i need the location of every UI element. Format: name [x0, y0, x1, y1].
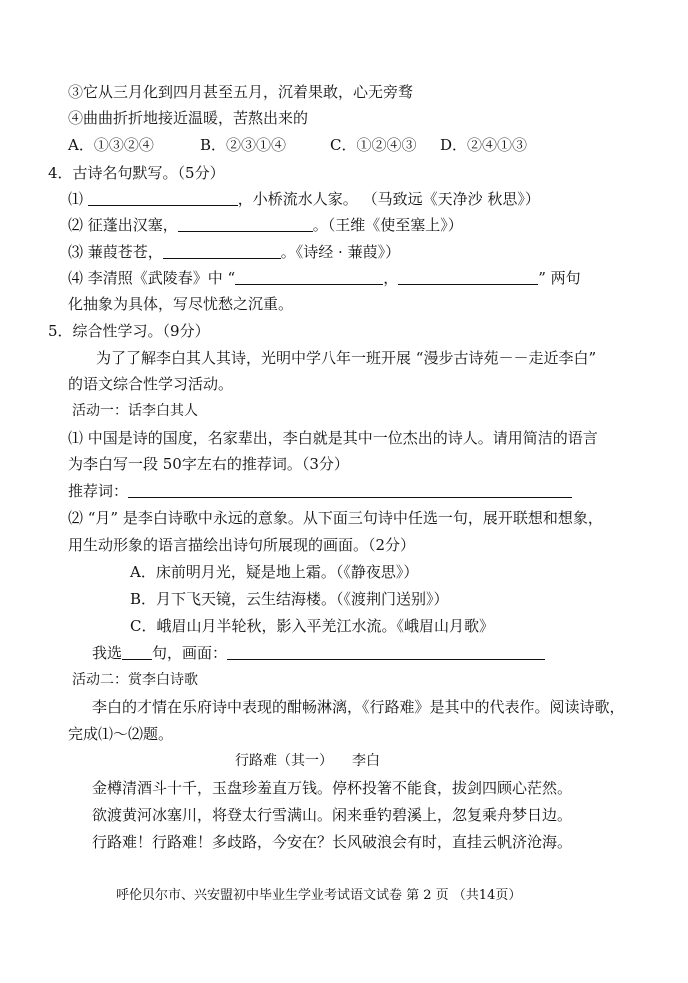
- q3-option-a: A．①③②④: [68, 136, 154, 154]
- q4-line-2-text: ⑵ 征蓬出汉塞，: [68, 216, 178, 234]
- poem-line-1: 金樽清酒斗十千，玉盘珍羞直万钱。停杯投箸不能食，拔剑四顾心茫然。: [92, 779, 573, 797]
- q4-line-1-text: ，小桥流水人家。 （马致远《天净沙 秋思》）: [237, 190, 540, 208]
- q5-part2-line-1: ⑵ “月” 是李白诗歌中永远的意象。从下面三句诗中任选一句，展开联想和想象，: [68, 509, 603, 527]
- q5-part1-line-1: ⑴ 中国是诗的国度，名家辈出，李白就是其中一位杰出的诗人。请用简洁的语言: [68, 429, 598, 447]
- q5-intro-2: 的语文综合性学习活动。: [68, 375, 234, 393]
- answer-blank-1[interactable]: [88, 191, 238, 206]
- q4-title: 4．古诗名句默写。（5分）: [48, 164, 225, 182]
- pick-mid: 句，画面：: [152, 644, 228, 662]
- q4-line-2: [68, 215, 463, 235]
- recommend-row: [68, 481, 572, 501]
- q5-part2-line-2: 用生动形象的语言描绘出诗句所展现的画面。（2分）: [68, 536, 416, 554]
- poem-author: 李白: [352, 753, 380, 769]
- q4-line-1: [68, 189, 540, 209]
- picture-blank[interactable]: [227, 645, 545, 660]
- choice-b: B．月下飞天镜，云生结海楼。（《渡荆门送别》）: [130, 590, 449, 608]
- q5-part1-line-2: 为李白写一段 50字左右的推荐词。（3分）: [68, 455, 349, 473]
- q5-intro-1: 为了了解李白其人其诗，光明中学八年一班开展 “漫步古诗苑－－走近李白”: [96, 349, 597, 367]
- activity-2-line-2: 完成⑴～⑵题。: [68, 725, 174, 743]
- answer-blank-2[interactable]: [178, 217, 313, 232]
- q4-line-3-after: 。《诗经 · 蒹葭》）: [280, 243, 401, 261]
- activity-1-title: 活动一：话李白其人: [72, 403, 198, 419]
- answer-blank-5[interactable]: [398, 270, 538, 285]
- q4-line-2-after: 。（王维《使至塞上》）: [312, 216, 463, 234]
- choice-a: A．床前明月光，疑是地上霜。（《静夜思》）: [130, 563, 419, 581]
- pick-blank[interactable]: [122, 645, 152, 660]
- q3-item-3: ③它从三月化到四月甚至五月，沉着果敢，心无旁骛: [68, 83, 414, 101]
- pick-label: 我选: [92, 644, 123, 662]
- q4-line-4-after: ” 两句: [538, 269, 581, 287]
- choice-c: C．峨眉山月半轮秋，影入平羌江水流。《峨眉山月歌》: [130, 617, 494, 635]
- q4-line-4-text: ⑷ 李清照《武陵春》中 “: [68, 269, 236, 287]
- activity-2-line-1: 李白的才情在乐府诗中表现的酣畅淋漓，《行路难》是其中的代表作。阅读诗歌，: [92, 698, 625, 716]
- q4-line-4: [68, 268, 581, 288]
- poem-line-2: 欲渡黄河冰塞川，将登太行雪满山。闲来垂钓碧溪上，忽复乘舟梦日边。: [92, 806, 573, 824]
- q3-item-4: ④曲曲折折地接近温暖，苦熬出来的: [68, 109, 309, 127]
- q4-line-5: 化抽象为具体，写尽忧愁之沉重。: [68, 295, 294, 313]
- q4-line-3: [68, 242, 400, 262]
- q4-line-3-text: ⑶ 蒹葭苍苍，: [68, 243, 163, 261]
- activity-2-title: 活动二：赏李白诗歌: [72, 672, 198, 688]
- pick-row: [92, 643, 545, 663]
- q5-title: 5．综合性学习。（9分）: [48, 322, 210, 340]
- poem-title: 行路难（其一）: [235, 753, 333, 769]
- q3-option-b: B．②③①④: [200, 136, 287, 154]
- q4-line-1-num: ⑴: [68, 190, 84, 208]
- q3-option-d: D．②④①③: [440, 136, 528, 154]
- q4-line-4-mid: ，: [383, 269, 399, 287]
- q3-option-c: C．①②④③: [330, 136, 417, 154]
- answer-blank-3[interactable]: [163, 244, 281, 259]
- recommend-blank[interactable]: [128, 483, 572, 498]
- answer-blank-4[interactable]: [235, 270, 383, 285]
- page-footer: 呼伦贝尔市、兴安盟初中毕业生学业考试语文试卷 第 2 页 （共14页）: [116, 888, 522, 903]
- poem-line-3: 行路难！行路难！多歧路，今安在？长风破浪会有时，直挂云帆济沧海。: [92, 833, 573, 851]
- recommend-label: 推荐词：: [68, 482, 129, 500]
